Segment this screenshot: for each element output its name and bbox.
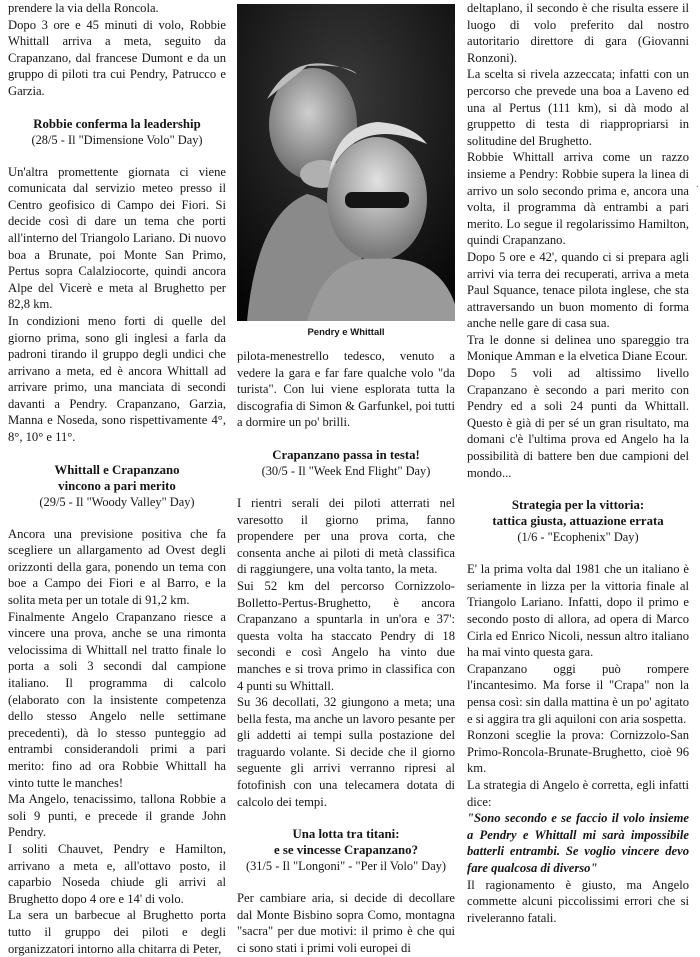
paragraph: Ma Angelo, tenacissimo, tallona Robbie a soli 9 punti, e precede il grande John Pendry. [8, 792, 226, 840]
paragraph: I soliti Chauvet, Pendry e Hamilton, arrivano a meta e, all'ottavo posto, il caparbio Noseda chiude gli arrivi al Brughetto dopo 4 ore e 14' di volo. [8, 841, 226, 906]
paragraph: Crapanzano oggi può rompere l'incantesimo. Ma forse il "Crapa" non la pensa così: sin dalla mattina è un po' agitato e si aggira tra gli aquiloni con aria sospetta. [467, 661, 689, 726]
photo-pendry-whittall [237, 4, 455, 321]
section-subheading: (28/5 - Il "Dimensione Volo" Day) [31, 132, 203, 147]
section-heading: Robbie conferma la leadership [33, 116, 201, 131]
column-3 [467, 0, 689, 926]
paragraph: In condizioni meno forti di quelle del giorno prima, sono gli inglesi a farla da padroni tirando il gruppo degli undici che arrivano a meta, ed è ancora Whittall ad arrivare primo, una manciata di secondi davanti a Pendry. Crapanzano, Garzia, Manna e Noseda, sono rispettivamente 4°, 8°, 10° e 11°. [8, 313, 226, 445]
paragraph: Il ragionamento è giusto, ma Angelo commette alcuni piccolissimi errori che si riveleranno fatali. [467, 877, 689, 925]
paragraph: La scelta si rivela azzeccata; infatti con un percorso che prevede una boa a Laveno ed una al Pertus (111 km), si dà modo al gruppetto di testa di riappropriarsi in solitudine del Brughetto. [467, 67, 689, 148]
photo-caption: Pendry e Whittall [307, 327, 385, 338]
section-heading: Una lotta tra titani: [292, 827, 400, 842]
paragraph: Dopo 5 ore e 42', quando ci si prepara agli arrivi via terra dei recuperati, arriva a meta Paul Squance, tenace pilota inglese, che sta attraversando un buon momento di forma anche nelle gare di casa sua. [467, 249, 689, 331]
section-subheading: (29/5 - Il "Woody Valley" Day) [39, 494, 195, 509]
section-heading: Whittall e Crapanzano [54, 462, 180, 477]
paragraph: Dopo 3 ore e 45 minuti di volo, Robbie Whittall arriva a meta, seguito da Crapanzano, dal francese Dumont e da un gruppo di piloti tra cui Pendry, Patrucco e Garzia. [8, 17, 226, 98]
section-heading: tattica giusta, attuazione errata [492, 514, 664, 529]
column-1 [8, 0, 226, 957]
margin-mark: · [695, 182, 699, 193]
paragraph: Per cambiare aria, si decide di decollare dal Monte Bisbino sopra Como, montagna "sacra" per due motivi: il primo è che qui ci sono stati i primi voli europei di [237, 891, 455, 956]
paragraph: E' la prima volta dal 1981 che un italiano è seriamente in lizza per la vittoria finale al Triangolo Lariano. Infatti, dopo il primo e secondo posto di allora, ad opera di Marco Cirla ed Enrico Nicoli, nessun altro italiano ha mai vinto questa gara. [467, 562, 689, 660]
paragraph: Tra le donne si delinea uno spareggio tra Monique Amman e la elvetica Diane Ecour. [467, 332, 689, 364]
section-heading: e se vincesse Crapanzano? [274, 843, 418, 858]
paragraph: Ronzoni sceglie la prova: Cornizzolo-San Primo-Roncola-Brunate-Brughetto, cioè 96 km. [467, 728, 689, 776]
paragraph: Su 36 decollati, 32 giungono a meta; una bella festa, ma anche un lavoro pesante per gli addetti ai tempi sulla postazione del traguardo volante. Si decide che il giorno seguente gli arrivi verranno ripresi al fotofinish con una telecamera dotata di calcolo dei tempi. [237, 695, 455, 809]
section-subheading: (1/6 - "Ecophenix" Day) [517, 530, 639, 545]
paragraph: La sera un barbecue al Brughetto porta tutto il gruppo dei piloti e degli organizzatori intorno alla chitarra di Peter, [8, 908, 226, 956]
quote: "Sono secondo e se faccio il volo insieme a Pendry e Whittall mi sarà impossibile batterli entrambi. Se voglio vincere devo fare qualcosa di diverso" [467, 811, 689, 875]
section-heading: Strategia per la vittoria: [511, 498, 645, 513]
paragraph: Ancora una previsione positiva che fa scegliere un allargamento ad Ovest degli orizzonti della gara, ponendo un tema con boe a Campo dei Fiori e al Barro, e la solita meta per un totale di 91,2 km. [8, 526, 226, 608]
section-subheading: (31/5 - Il "Longoni" - "Per il Volo" Day) [245, 859, 447, 874]
paragraph: Sui 52 km del percorso Cornizzolo-Bolletto-Pertus-Brughetto, è ancora Crapanzano a spuntarla in un'ora e 37': questa volta ha staccato Pendry di 18 secondi e così Angelo ha vinto due manches e si trova primo in classifica con 4 punti su Whittall. [237, 578, 455, 693]
paragraph: Un'altra promettente giornata ci viene comunicata dal servizio meteo presso il Centro geofisico di Campo dei Fiori. Si decide così di dare un tema che porti all'interno del Triangolo Lariano. Di nuovo boa a Brunate, poi Monte San Primo, Pertus sopra Calalziocorte, quindi ancora Alpe del Vicerè e meta al Brughetto per 82,8 km. [8, 164, 226, 312]
photo-image [237, 4, 455, 321]
paragraph: La strategia di Angelo è corretta, egli infatti dice: [467, 777, 689, 809]
paragraph: prendere la via della Roncola. [8, 1, 159, 15]
paragraph: Dopo 5 voli ad altissimo livello Crapanzano è secondo a pari merito con Pendry ed a soli 24 punti da Whittall. Questo è già di per sé un gran risultato, ma domani c'è l'ultima prova ed Angelo ha la possibilità di battere ben due campioni del mondo... [467, 366, 689, 480]
paragraph: deltaplano, il secondo è che risulta essere il luogo di volo preferito dal nostro autoritario direttore di gara (Giovanni Ronzoni). [467, 1, 689, 65]
section-heading: Crapanzano passa in testa! [272, 447, 420, 462]
paragraph: I rientri serali dei piloti atterrati nel varesotto il giorno prima, fanno propendere per una prova corta, che consenta anche ai piloti di metà classifica di raggiungere, una volta tanto, la meta. [237, 495, 455, 577]
section-subheading: (30/5 - Il "Week End Flight" Day) [261, 463, 431, 478]
column-2 [237, 348, 455, 957]
paragraph: pilota-menestrello tedesco, venuto a vedere la gara e far fare qualche volo "da turista". Con lui viene esplorata tutta la discografia di Simon & Garfunkel, poi tutti a dormire un po' brilli. [237, 349, 455, 430]
paragraph: Finalmente Angelo Crapanzano riesce a vincere una prova, anche se una rimonta velocissima di Whittall nel tratto finale lo porta a soli 3 secondi dal campione italiano. Il programma di calcolo (elaborato con la insistente competenza dello stesso Angelo nelle settimane precedenti), dà lo stesso punteggio ad entrambi considerandoli primi a pari merito: fino ad ora Robbie Whittall ha vinto tutte le manches! [8, 609, 226, 790]
paragraph: Robbie Whittall arriva come un razzo insieme a Pendry: Robbie supera la linea di arrivo un solo secondo prima e, ancora una volta, il programma dà entrambi a pari merito. Lo segue il regolarissimo Hamilton, quindi Crapanzano. [467, 150, 689, 248]
section-heading: vincono a pari merito [58, 478, 176, 493]
